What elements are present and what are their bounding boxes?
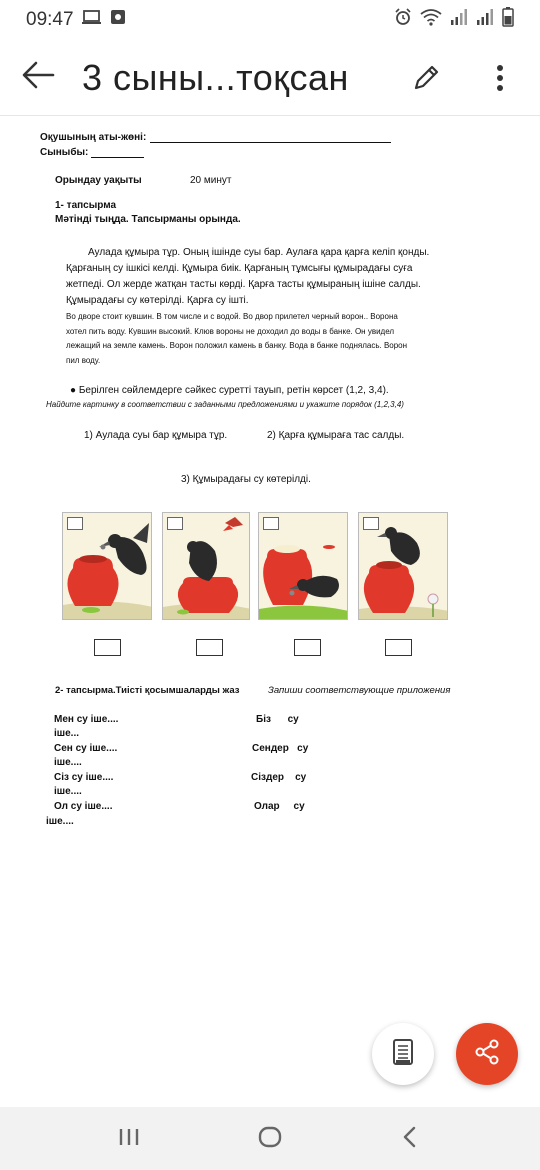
row-1-right: Біз су bbox=[256, 714, 299, 725]
time-value: 20 минут bbox=[190, 175, 232, 186]
bullet-ru: Найдите картинку в соответствии с заданными предложениями и укажите порядок (1,2,3,4) bbox=[46, 400, 404, 409]
edit-button[interactable] bbox=[404, 58, 448, 102]
app-notification-icon bbox=[110, 9, 126, 31]
row-2-left: Сен су іше.... bbox=[54, 743, 118, 754]
picture-1-crow-at-jug bbox=[62, 512, 152, 620]
app-bar bbox=[0, 40, 540, 116]
share-icon bbox=[473, 1038, 501, 1071]
student-name-line bbox=[150, 142, 391, 143]
system-nav-bar bbox=[0, 1107, 540, 1170]
kz-line: Құмырадағы су көтерілді. Қарға су ішті. bbox=[66, 295, 249, 306]
row-4-left-cont: іше.... bbox=[46, 816, 74, 827]
picture-4-checkbox[interactable] bbox=[363, 517, 379, 530]
document-icon bbox=[392, 1038, 414, 1071]
ru-line: пил воду. bbox=[66, 355, 101, 365]
document-page bbox=[0, 117, 540, 1107]
back-arrow-icon bbox=[21, 60, 55, 95]
document-title: 3 сыны...тоқсан bbox=[82, 56, 349, 98]
more-vert-icon bbox=[496, 64, 504, 97]
row-3-left: Сіз су іше.... bbox=[54, 772, 114, 783]
student-name-label: Оқушының аты-жөні: bbox=[40, 132, 147, 143]
status-time: 09:47 bbox=[26, 9, 74, 30]
back-nav-icon bbox=[402, 1126, 418, 1153]
sentence-1: 1) Аулада суы бар құмыра тұр. bbox=[84, 430, 228, 441]
signal-icon-2 bbox=[476, 8, 494, 32]
battery-icon bbox=[502, 7, 514, 33]
pencil-icon bbox=[411, 63, 441, 98]
answer-box-2[interactable] bbox=[196, 639, 223, 656]
screen-cast-icon bbox=[82, 9, 102, 31]
share-button[interactable] bbox=[456, 1023, 518, 1085]
picture-2-checkbox[interactable] bbox=[167, 517, 183, 530]
answer-box-4[interactable] bbox=[385, 639, 412, 656]
task1-heading: 1- тапсырма bbox=[55, 200, 117, 211]
class-label: Сыныбы: bbox=[40, 147, 89, 158]
row-2-left-cont: іше.... bbox=[54, 757, 82, 768]
signal-icon-1 bbox=[450, 8, 468, 32]
answer-box-3[interactable] bbox=[294, 639, 321, 656]
russian-text bbox=[66, 310, 446, 368]
sentence-2: 2) Қарға құмыраға тас салды. bbox=[267, 430, 405, 441]
ru-line: лежащий на земле камень. Ворон положил камень в банку. Вода в банке поднялась. Ворон bbox=[66, 341, 408, 350]
bullet-kz-text: Берілген сөйлемдерге сәйкес суретті тауып, ретін көрсет (1,2, 3,4). bbox=[78, 385, 389, 396]
wifi-icon bbox=[420, 8, 442, 32]
task2-ru: Запиши соответствующие приложения bbox=[268, 685, 451, 696]
task1-instruction: Мәтінді тыңда. Тапсырманы орында. bbox=[55, 214, 241, 225]
row-4-right: Олар су bbox=[254, 801, 305, 812]
home-button[interactable] bbox=[250, 1121, 290, 1157]
ru-line: хотел пить воду. Кувшин высокий. Клюв вороны не доходил до воды в банке. Он увидел bbox=[66, 326, 395, 336]
time-label: Орындау уақыты bbox=[55, 175, 142, 186]
row-1-left: Мен су іше.... bbox=[54, 714, 119, 725]
sentence-3: 3) Құмырадағы су көтерілді. bbox=[181, 474, 311, 485]
picture-3-crow-with-stone bbox=[258, 512, 348, 620]
picture-4-crow-on-jug bbox=[358, 512, 448, 620]
row-3-left-cont: іше.... bbox=[54, 786, 82, 797]
back-button[interactable] bbox=[2, 40, 74, 116]
row-1-left-cont: іше... bbox=[54, 728, 80, 739]
picture-2-crow-drinking bbox=[162, 512, 250, 620]
task2-heading: 2- тапсырма.Тиісті қосымшаларды жаз bbox=[55, 685, 240, 696]
kz-line: жетпеді. Ол жерде жатқан тасты көрді. Қарға тасты құмыраның ішіне салды. bbox=[66, 279, 421, 290]
bullet-kz bbox=[70, 384, 389, 397]
kazakh-text bbox=[66, 245, 466, 309]
recents-icon bbox=[118, 1127, 140, 1152]
home-icon bbox=[258, 1126, 282, 1153]
row-2-right: Сендер су bbox=[252, 743, 309, 754]
picture-1-checkbox[interactable] bbox=[67, 517, 83, 530]
more-options-button[interactable] bbox=[478, 58, 522, 102]
ru-line: Во дворе стоит кувшин. В том числе и с водой. Во двор прилетел черный ворон.. Ворона bbox=[66, 312, 398, 321]
kz-line: Қарғаның су ішкісі келді. Құмыра биік. Қарғаның тұмсығы құмырадағы суға bbox=[66, 263, 413, 274]
alarm-icon bbox=[394, 8, 412, 32]
answer-box-1[interactable] bbox=[94, 639, 121, 656]
kz-line: Аулада құмыра тұр. Оның ішінде суы бар. Аулаға қара қарға келіп қонды. bbox=[88, 247, 430, 258]
document-view-button[interactable] bbox=[372, 1023, 434, 1085]
recents-button[interactable] bbox=[109, 1121, 149, 1157]
status-bar bbox=[0, 0, 540, 40]
picture-3-checkbox[interactable] bbox=[263, 517, 279, 530]
row-3-right: Сіздер су bbox=[251, 772, 307, 783]
bullet-dot: ● bbox=[70, 385, 79, 396]
nav-back-button[interactable] bbox=[390, 1121, 430, 1157]
class-line bbox=[91, 157, 144, 158]
row-4-left: Ол су іше.... bbox=[54, 801, 113, 812]
